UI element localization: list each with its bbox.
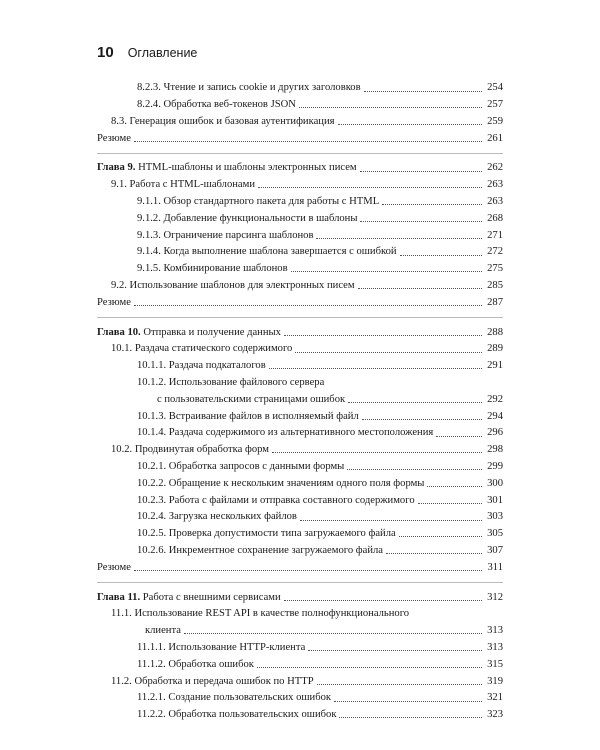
dot-leader xyxy=(295,352,482,353)
toc-entry[interactable] xyxy=(97,690,503,707)
toc-page-number: 296 xyxy=(487,427,503,439)
toc-entry-title: 9.1.1. Обзор стандартного пакета для работы с HTML xyxy=(137,196,380,208)
toc-entry-title: 11.1. Использование REST API в качестве полнофункционального xyxy=(111,608,410,620)
toc-entry[interactable] xyxy=(97,211,503,228)
section-divider xyxy=(97,153,503,154)
toc-entry-title: 8.3. Генерация ошибок и базовая аутентификация xyxy=(111,115,335,127)
toc-page-number: 289 xyxy=(487,343,503,355)
toc-page-number: 312 xyxy=(487,591,503,603)
toc-entry-title: 10.2.6. Инкрементное сохранение загружаемого файла xyxy=(137,545,384,557)
toc-page-number: 301 xyxy=(487,494,503,506)
toc-entry-title: 10.2.1. Обработка запросов с данными формы xyxy=(137,461,345,473)
toc-page-number: 263 xyxy=(487,196,503,208)
toc-entry[interactable] xyxy=(97,408,503,425)
toc-page-number: 311 xyxy=(487,561,503,573)
toc-entry[interactable] xyxy=(97,476,503,493)
toc-page-number: 292 xyxy=(487,393,503,405)
toc-entry[interactable] xyxy=(97,640,503,657)
section-divider xyxy=(97,317,503,318)
toc-entry-title: 11.2.2. Обработка пользовательских ошибок xyxy=(137,709,337,721)
toc-page-number: 313 xyxy=(487,642,503,653)
toc-entry[interactable] xyxy=(97,194,503,211)
toc-page-number: 259 xyxy=(487,115,503,127)
toc-entry[interactable] xyxy=(97,509,503,526)
page-number: 10 xyxy=(97,44,114,61)
dot-leader xyxy=(134,305,482,306)
toc-entry-title: 10.1.3. Встраивание файлов в исполняемый файл xyxy=(137,410,359,422)
dot-leader xyxy=(360,171,482,172)
toc-entry-title: 10.1.4. Раздача содержимого из альтернативного местоположения xyxy=(137,427,434,439)
toc-page-number: 288 xyxy=(487,326,503,338)
toc-entry-title xyxy=(97,327,281,339)
toc-entry-title: 11.2. Обработка и передача ошибок по HTTP xyxy=(111,675,314,687)
toc-entry[interactable] xyxy=(97,341,503,358)
toc-page-number: 268 xyxy=(487,212,503,224)
toc-entry[interactable] xyxy=(97,114,503,131)
dot-leader xyxy=(308,650,482,651)
toc-entry-title: 10.2.2. Обращение к нескольким значениям одного поля формы xyxy=(137,477,425,489)
chapter-label: Глава 11. xyxy=(97,591,141,603)
toc-entry-title: клиента xyxy=(145,625,181,637)
dot-leader xyxy=(284,600,482,601)
toc-page-number: 261 xyxy=(487,132,503,144)
dot-leader xyxy=(339,717,482,718)
toc-entry[interactable] xyxy=(97,80,503,97)
dot-leader xyxy=(258,187,482,188)
dot-leader xyxy=(134,570,482,571)
toc-entry-title: 9.1.2. Добавление функциональности в шаблоны xyxy=(137,212,358,224)
toc-entry-title: 9.2. Использование шаблонов для электронных писем xyxy=(111,280,355,292)
dot-leader xyxy=(316,238,482,239)
toc-entry[interactable] xyxy=(97,97,503,114)
toc-page-number: 305 xyxy=(487,528,503,540)
running-title: Оглавление xyxy=(127,46,198,60)
dot-leader xyxy=(436,436,482,437)
toc-entry[interactable] xyxy=(97,606,503,623)
toc-page-number: 257 xyxy=(487,99,503,111)
toc-chapter-entry[interactable] xyxy=(97,160,503,177)
toc-entry-title: 10.2. Продвинутая обработка форм xyxy=(111,444,269,456)
toc-page-number: 300 xyxy=(487,477,503,489)
toc-entry[interactable] xyxy=(97,358,503,375)
dot-leader xyxy=(272,452,482,453)
toc-entry[interactable] xyxy=(97,295,503,312)
toc-page-number: 298 xyxy=(487,444,503,456)
chapter-label: Глава 10. xyxy=(97,326,141,338)
dot-leader xyxy=(399,536,482,537)
toc-entry-title: 10.2.5. Проверка допустимости типа загружаемого файла xyxy=(137,528,396,540)
chapter-title: Работа с внешними сервисами xyxy=(142,591,281,603)
dot-leader xyxy=(364,91,482,92)
dot-leader xyxy=(360,221,482,222)
toc-page-number: 287 xyxy=(487,296,503,308)
toc-entry-title: 9.1.3. Ограничение парсинга шаблонов xyxy=(137,229,314,241)
toc-entry-title xyxy=(97,162,357,174)
toc-entry[interactable] xyxy=(97,244,503,261)
dot-leader xyxy=(418,503,482,504)
toc-page-number: 299 xyxy=(487,461,503,473)
toc-page-number: 275 xyxy=(487,263,503,275)
toc-entry-title: 9.1. Работа с HTML-шаблонами xyxy=(111,179,255,191)
dot-leader xyxy=(347,469,482,470)
chapter-label: Глава 9. xyxy=(97,162,136,174)
toc-entry[interactable] xyxy=(97,278,503,295)
toc-entry-title: 11.2.1. Создание пользовательских ошибок xyxy=(137,692,332,704)
dot-leader xyxy=(269,368,482,369)
toc-entry-title: 11.1.2. Обработка ошибок xyxy=(137,658,254,670)
dot-leader xyxy=(300,520,482,521)
toc-entry-title: 10.1.1. Раздача подкаталогов xyxy=(137,360,266,372)
toc-entry-title: 10.2.4. Загрузка нескольких файлов xyxy=(137,511,297,523)
toc-entry[interactable] xyxy=(97,227,503,244)
dot-leader xyxy=(334,701,482,702)
toc-entry[interactable] xyxy=(97,657,503,674)
toc-entry[interactable] xyxy=(97,261,503,278)
toc-entry-title: Резюме xyxy=(97,561,131,573)
dot-leader xyxy=(257,667,482,668)
table-of-contents xyxy=(97,80,503,724)
dot-leader xyxy=(184,633,482,634)
toc-entry[interactable] xyxy=(97,442,503,459)
toc-entry[interactable] xyxy=(97,543,503,560)
dot-leader xyxy=(362,419,482,420)
toc-page-number: 323 xyxy=(487,709,503,721)
page-header xyxy=(97,44,197,61)
toc-entry[interactable] xyxy=(97,673,503,690)
toc-entry-title: 9.1.4. Когда выполнение шаблона завершается с ошибкой xyxy=(137,246,397,258)
toc-page-number: 319 xyxy=(487,675,503,687)
toc-entry[interactable] xyxy=(97,560,503,577)
toc-entry[interactable] xyxy=(97,130,503,147)
toc-page-number: 313 xyxy=(487,625,503,637)
dot-leader xyxy=(338,124,482,125)
toc-entry-title: 10.1.2. Использование файлового сервера xyxy=(137,377,325,389)
toc-entry-title: Резюме xyxy=(97,296,131,308)
toc-entry[interactable] xyxy=(97,707,503,724)
toc-entry[interactable] xyxy=(97,459,503,476)
dot-leader xyxy=(382,204,482,205)
toc-entry-title: с пользовательскими страницами ошибок xyxy=(157,393,346,405)
toc-entry-title: 8.2.4. Обработка веб-токенов JSON xyxy=(137,99,296,111)
dot-leader xyxy=(284,335,482,336)
toc-entry[interactable] xyxy=(97,177,503,194)
dot-leader xyxy=(317,684,482,685)
chapter-title: Отправка и получение данных xyxy=(143,326,281,338)
toc-page-number: 263 xyxy=(487,179,503,191)
dot-leader xyxy=(427,486,482,487)
toc-page-number: 285 xyxy=(487,280,503,292)
toc-page-number: 321 xyxy=(487,692,503,704)
toc-entry-title: Резюме xyxy=(97,132,131,144)
toc-entry-title: 10.1. Раздача статического содержимого xyxy=(111,343,293,355)
dot-leader xyxy=(400,255,482,256)
dot-leader xyxy=(386,553,482,554)
toc-entry[interactable] xyxy=(97,492,503,509)
toc-page-number: 303 xyxy=(487,511,503,523)
toc-page-number: 262 xyxy=(487,162,503,174)
toc-page-number: 294 xyxy=(487,410,503,422)
chapter-title: HTML-шаблоны и шаблоны электронных писем xyxy=(138,162,357,174)
toc-entry[interactable] xyxy=(97,526,503,543)
toc-entry[interactable] xyxy=(97,392,503,409)
dot-leader xyxy=(348,402,482,403)
section-divider xyxy=(97,582,503,583)
toc-page-number: 271 xyxy=(487,229,503,241)
dot-leader xyxy=(291,271,482,272)
toc-page-number: 307 xyxy=(487,545,503,557)
toc-entry-title: 9.1.5. Комбинирование шаблонов xyxy=(137,263,288,275)
toc-entry-title: 11.1.1. Использование HTTP-клиента xyxy=(137,642,306,653)
toc-entry-title: 10.2.3. Работа с файлами и отправка составного содержимого xyxy=(137,494,415,506)
toc-page-number: 315 xyxy=(487,658,503,670)
toc-page-number: 272 xyxy=(487,246,503,258)
dot-leader xyxy=(358,288,482,289)
toc-entry[interactable] xyxy=(97,623,503,640)
toc-entry-title xyxy=(97,592,281,604)
toc-chapter-entry[interactable] xyxy=(97,324,503,341)
toc-page-number: 254 xyxy=(487,82,503,94)
toc-entry[interactable] xyxy=(97,375,503,392)
dot-leader xyxy=(134,141,482,142)
dot-leader xyxy=(299,107,482,108)
toc-entry-title: 8.2.3. Чтение и запись cookie и других заголовков xyxy=(137,82,361,94)
toc-chapter-entry[interactable] xyxy=(97,589,503,606)
toc-entry[interactable] xyxy=(97,425,503,442)
toc-page-number: 291 xyxy=(487,360,503,372)
